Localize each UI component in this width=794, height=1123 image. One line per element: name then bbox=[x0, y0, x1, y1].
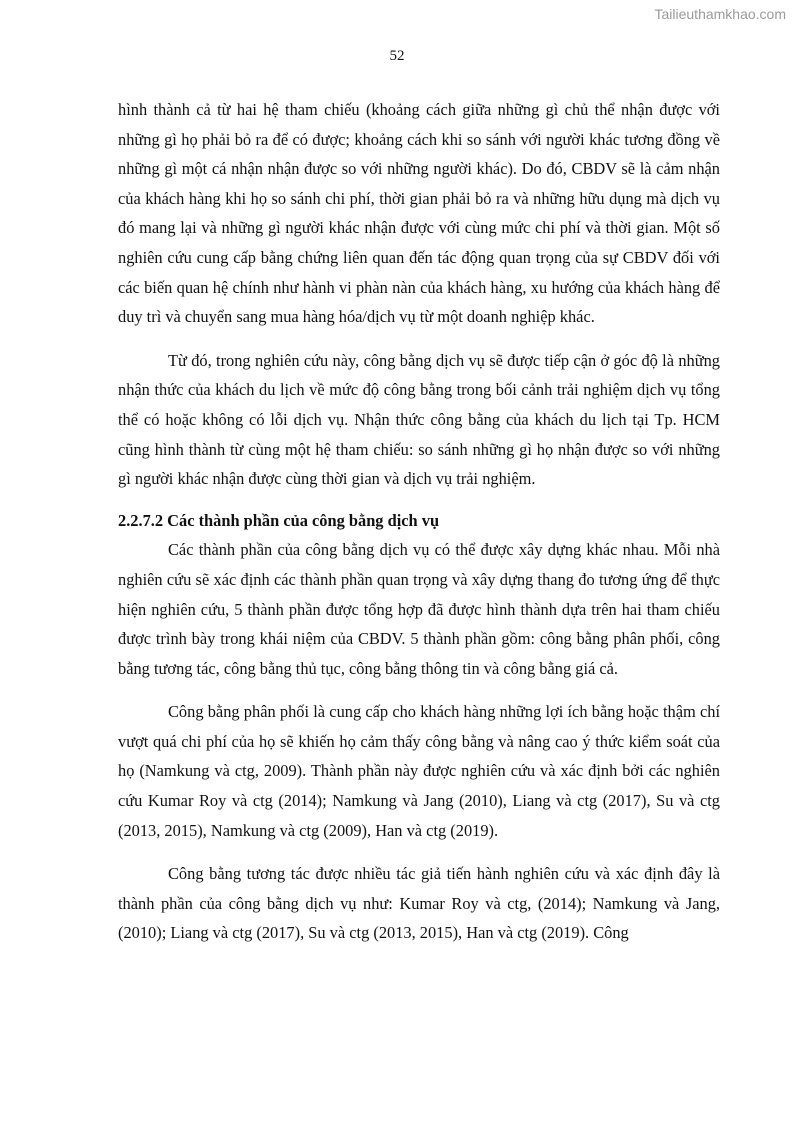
page-number: 52 bbox=[389, 48, 405, 64]
section-heading: 2.2.7.2 Các thành phần của công bằng dịch vụ bbox=[118, 510, 440, 530]
paragraph: Các thành phần của công bằng dịch vụ có thể được xây dựng khác nhau. Mỗi nhà nghiên cứu sẽ xác định các thành phần quan trọng và xây dựng thang đo tương ứng để thực hiện nghiên cứu, 5 thành phần được tổng hợp đã được hình thành dựa trên hai tham chiếu được trình bày trong khái niệm của CBDV. 5 thành phần gồm: công bằng phân phối, công bằng tương tác, công bằng thủ tục, công bằng thông tin và công bằng giá cả. bbox=[118, 540, 720, 678]
document-body bbox=[118, 95, 720, 948]
watermark: Tailieuthamkhao.com bbox=[654, 6, 786, 22]
paragraph: Từ đó, trong nghiên cứu này, công bằng dịch vụ sẽ được tiếp cận ở góc độ là những nhận thức của khách du lịch về mức độ công bằng trong bối cảnh trải nghiệm dịch vụ tổng thể có hoặc không có lỗi dịch vụ. Nhận thức công bằng của khách du lịch tại Tp. HCM cũng hình thành từ cùng một hệ tham chiếu: so sánh những gì họ nhận được so với những gì người khác nhận được cùng thời gian và dịch vụ trải nghiệm. bbox=[118, 350, 720, 489]
paragraph: Công bằng phân phối là cung cấp cho khách hàng những lợi ích bằng hoặc thậm chí vượt quá chi phí của họ sẽ khiến họ cảm thấy công bằng và nâng cao ý thức kiểm soát của họ (Namkung và ctg, 2009). Thành phần này được nghiên cứu và xác định bởi các nghiên cứu Kumar Roy và ctg (2014); Namkung và Jang (2010), Liang và ctg (2017), Su và ctg (2013, 2015), Namkung và ctg (2009), Han và ctg (2019). bbox=[118, 702, 720, 840]
paragraph-continued: hình thành cả từ hai hệ tham chiếu (khoảng cách giữa những gì chủ thể nhận được với những gì họ phải bỏ ra để có được; khoảng cách khi so sánh với người khác tương đồng về những gì một cá nhận nhận được so với những người khác). Do đó, CBDV sẽ là cảm nhận của khách hàng khi họ so sánh chi phí, thời gian phải bỏ ra và những hữu dụng mà dịch vụ đó mang lại và những gì người khác nhận được với cùng mức chi phí và thời gian. Một số nghiên cứu cung cấp bằng chứng liên quan đến tác động quan trọng của sự CBDV đối với các biến quan hệ chính như hành vi phàn nàn của khách hàng, xu hướng của khách hàng để duy trì và chuyển sang mua hàng hóa/dịch vụ từ một doanh nghiệp khác. bbox=[118, 100, 720, 327]
paragraph: Công bằng tương tác được nhiều tác giả tiến hành nghiên cứu và xác định đây là thành phần của công bằng dịch vụ như: Kumar Roy và ctg, (2014); Namkung và Jang, (2010); Liang và ctg (2017), Su và ctg (2013, 2015), Han và ctg (2019). Công bbox=[118, 864, 720, 943]
